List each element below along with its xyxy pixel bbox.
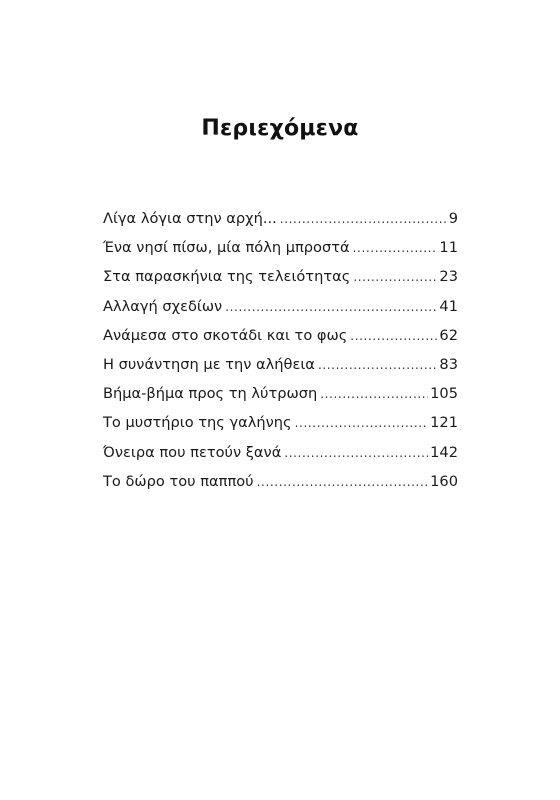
toc-entry	[103, 473, 458, 502]
page-title: Περιεχόμενα	[201, 116, 359, 141]
toc-entry-title: Αλλαγή σχεδίων	[103, 297, 223, 315]
toc-entry	[103, 210, 458, 239]
toc-leader-dots	[257, 475, 429, 489]
toc-leader-dots	[280, 212, 447, 226]
toc-leader-dots	[320, 387, 428, 401]
toc-entry-title: Η συνάντηση με την αλήθεια	[103, 355, 315, 373]
toc-entry-page: 62	[439, 326, 458, 344]
toc-entry	[103, 356, 458, 385]
toc-entry	[103, 385, 458, 414]
toc-leader-dots	[295, 416, 429, 430]
toc-entry-page: 9	[448, 210, 458, 227]
toc-entry	[103, 239, 458, 268]
toc-entry-page: 83	[439, 355, 458, 373]
toc-entry	[103, 268, 458, 297]
toc-entry	[103, 444, 458, 473]
toc-entry-page: 160	[430, 472, 458, 490]
toc-leader-dots	[353, 270, 437, 284]
toc-entry	[103, 327, 458, 356]
toc-entry-title: Στα παρασκήνια της τελειότητας	[103, 268, 351, 286]
toc-entry-title: Όνειρα που πετούν ξανά	[103, 443, 282, 461]
toc-entry-title: Το μυστήριο της γαλήνης	[103, 414, 292, 432]
toc-entry	[103, 414, 458, 443]
toc-leader-dots	[225, 300, 437, 314]
toc-entry	[103, 298, 458, 327]
toc-entry-title: Βήμα-βήμα προς τη λύτρωση	[103, 385, 318, 403]
toc-entry-page: 23	[439, 268, 458, 286]
toc-entry-page: 142	[430, 443, 458, 461]
toc-entry-page: 41	[439, 297, 458, 315]
toc-leader-dots	[318, 358, 437, 372]
toc-leader-dots	[350, 329, 437, 343]
table-of-contents	[103, 210, 458, 502]
toc-entry-title: Λίγα λόγια στην αρχή...	[103, 210, 277, 227]
toc-entry-title: Ένα νησί πίσω, μία πόλη μπροστά	[103, 239, 350, 257]
toc-leader-dots	[284, 446, 428, 460]
toc-entry-title: Το δώρο του παππού	[103, 472, 254, 490]
toc-entry-title: Ανάμεσα στο σκοτάδι και το φως	[103, 326, 348, 344]
toc-leader-dots	[353, 241, 438, 255]
toc-entry-page: 105	[430, 385, 458, 403]
toc-entry-page: 11	[439, 239, 458, 257]
toc-entry-page: 121	[430, 414, 458, 432]
